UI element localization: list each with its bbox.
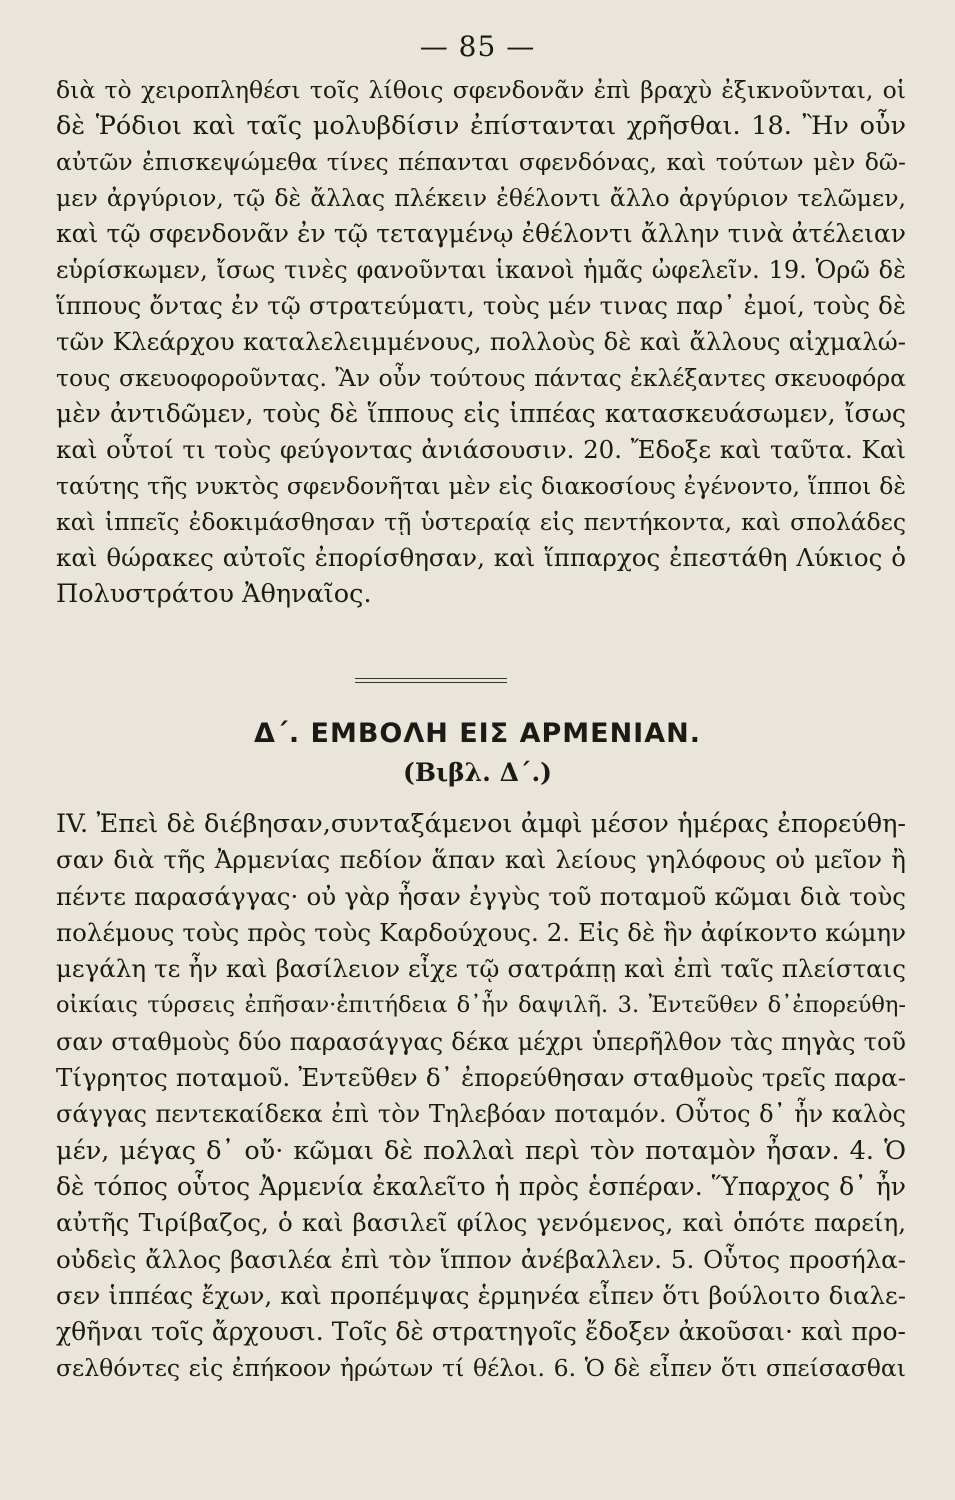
page-number: — 85 — xyxy=(419,30,536,63)
text-line: καὶ τῷ σφενδονᾶν ἐν τῷ τεταγμένῳ ἐθέλοντι ἄλλην τινὰ ἀτέλειαν xyxy=(56,219,906,248)
text-line: τους σκευοφοροῦντας. Ἂν οὖν τούτους πάντας ἐκλέξαντες σκευοφόρα xyxy=(56,364,906,392)
text-line: σελθόντες εἰς ἐπήκοον ἠρώτων τί θέλοι. 6. Ὁ δὲ εἶπεν ὅτι σπείσασθαι xyxy=(56,1354,906,1383)
text-line: μεν ἀργύριον, τῷ δὲ ἄλλας πλέκειν ἐθέλοντι ἄλλο ἀργύριον τελῶμεν, xyxy=(56,184,906,212)
text-line: μὲν ἀντιδῶμεν, τοὺς δὲ ἵππους εἰς ἱππέας κατασκευάσωμεν, ἴσως xyxy=(56,399,906,428)
text-line: IV. Ἐπεὶ δὲ διέβησαν,συνταξάμενοι ἀμφὶ μέσον ἡμέρας ἐπορεύθη- xyxy=(56,809,906,839)
text-line: διὰ τὸ χειροπληθέσι τοῖς λίθοις σφενδονᾶν ἐπὶ βραχὺ ἐξικνοῦνται, οἱ xyxy=(56,76,906,104)
text-line: καὶ ἱππεῖς ἐδοκιμάσθησαν τῇ ὑστεραίᾳ εἰς πεντήκοντα, καὶ σπολάδες xyxy=(56,508,906,536)
text-line: τῶν Κλεάρχου καταλελειμμένους, πολλοὺς δὲ καὶ ἄλλους αἰχμαλώ- xyxy=(56,327,906,356)
text-line: εὑρίσκωμεν, ἴσως τινὲς φανοῦνται ἱκανοὶ ἡμᾶς ὠφελεῖν. 19. Ὁρῶ δὲ xyxy=(56,256,906,284)
text-line: πέντε παρασάγγας· οὐ γὰρ ἦσαν ἐγγὺς τοῦ ποταμοῦ κῶμαι διὰ τοὺς xyxy=(56,881,906,911)
text-line: δὲ τόπος οὗτος Ἀρμενία ἐκαλεῖτο ἡ πρὸς ἑσπέραν. Ὕπαρχος δ᾽ ἦν xyxy=(56,1171,906,1201)
text-line: οἰκίαις τύρσεις ἐπῆσαν·ἐπιτήδεια δ᾽ἦν δαψιλῆ. 3. Ἐντεῦθεν δ᾽ἐπορεύθη- xyxy=(56,992,906,1019)
text-line: Τίγρητος ποταμοῦ. Ἐντεῦθεν δ᾽ ἐπορεύθησαν σταθμοὺς τρεῖς παρα- xyxy=(56,1063,906,1093)
text-line: δὲ Ῥόδιοι καὶ ταῖς μολυβδίσιν ἐπίστανται χρῆσθαι. 18. Ἢν οὖν xyxy=(56,111,906,141)
text-line: σαν διὰ τῆς Ἀρμενίας πεδίον ἅπαν καὶ λείους γηλόφους οὐ μεῖον ἢ xyxy=(56,845,906,875)
text-block-section-3-end xyxy=(56,72,906,612)
text-line: καὶ θώρακες αὐτοῖς ἐπορίσθησαν, καὶ ἵππαρχος ἐπεστάθη Λύκιος ὁ xyxy=(56,543,906,572)
section-subheading: (Βιβλ. Δ΄.) xyxy=(402,758,553,787)
text-line: αὐτῶν ἐπισκεψώμεθα τίνες πέπανται σφενδόνας, καὶ τούτων μὲν δῶ- xyxy=(56,148,906,176)
text-line: σαν σταθμοὺς δύο παρασάγγας δέκα μέχρι ὑπερῆλθον τὰς πηγὰς τοῦ xyxy=(56,1027,906,1056)
text-line: χθῆναι τοῖς ἄρχουσι. Τοῖς δὲ στρατηγοῖς ἔδοξεν ἀκοῦσαι· καὶ προ- xyxy=(56,1317,906,1347)
text-line: σεν ἱππέας ἔχων, καὶ προπέμψας ἑρμηνέα εἶπεν ὅτι βούλοιτο διαλε- xyxy=(56,1280,906,1310)
section-divider xyxy=(355,678,507,683)
text-line: Πολυστράτου Ἀθηναῖος. xyxy=(56,579,372,609)
text-line: οὐδεὶς ἄλλος βασιλέα ἐπὶ τὸν ἵππον ἀνέβαλλεν. 5. Οὗτος προσήλα- xyxy=(56,1244,906,1274)
text-line: σάγγας πεντεκαίδεκα ἐπὶ τὸν Τηλεβόαν ποταμόν. Οὗτος δ᾽ ἦν καλὸς xyxy=(56,1100,906,1129)
text-line: ἵππους ὄντας ἐν τῷ στρατεύματι, τοὺς μέν τινας παρ᾽ ἐμοί, τοὺς δὲ xyxy=(56,291,906,320)
text-block-section-4 xyxy=(56,806,906,1387)
section-heading: Δ΄. ΕΜΒΟΛΗ ΕΙΣ ΑΡΜΕΝΙΑΝ. xyxy=(254,718,701,749)
text-line: μεγάλη τε ἦν καὶ βασίλειον εἶχε τῷ σατράπῃ καὶ ἐπὶ ταῖς πλείσταις xyxy=(56,954,906,984)
text-line: μέν, μέγας δ᾽ οὔ· κῶμαι δὲ πολλαὶ περὶ τὸν ποταμὸν ἦσαν. 4. Ὁ xyxy=(56,1135,906,1166)
text-line: αὐτῆς Τιρίβαζος, ὁ καὶ βασιλεῖ φίλος γενόμενος, καὶ ὁπότε παρείη, xyxy=(56,1208,906,1238)
text-line: ταύτης τῆς νυκτὸς σφενδονῆται μὲν εἰς διακοσίους ἐγένοντο, ἵπποι δὲ xyxy=(56,472,906,500)
text-line: καὶ οὗτοί τι τοὺς φεύγοντας ἀνιάσουσιν. 20. Ἔδοξε καὶ ταῦτα. Καὶ xyxy=(56,435,906,464)
text-line: πολέμους τοὺς πρὸς τοὺς Καρδούχους. 2. Εἰς δὲ ἣν ἀφίκοντο κώμην xyxy=(56,917,906,947)
